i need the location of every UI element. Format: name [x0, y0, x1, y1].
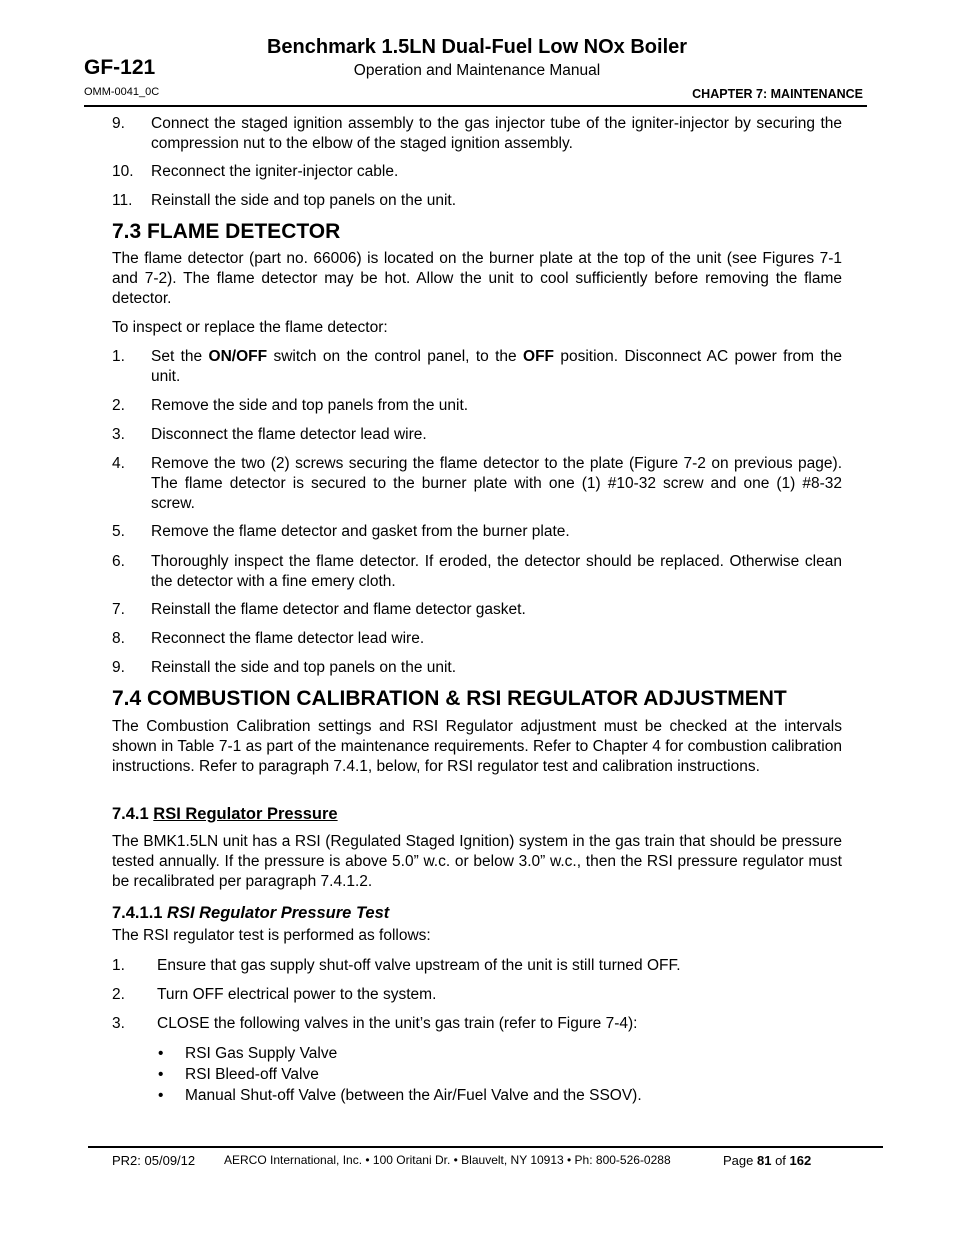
revision-label: PR2: 05/09/12: [112, 1153, 196, 1168]
bullet-item: [158, 1044, 337, 1064]
step-text: Reconnect the igniter-injector cable.: [151, 163, 399, 180]
step-text: Remove the two (2) screws securing the flame detector to the plate (Figure 7-2 on previous page). The flame detector is secured to the burner plate with one (1) #10-32 screw and one (1) #8-32 screw.: [151, 455, 842, 512]
bullet-item: [158, 1065, 319, 1085]
list-item: [112, 600, 842, 620]
list-item: [112, 454, 842, 514]
list-item: [112, 425, 842, 445]
document-title: Benchmark 1.5LN Dual-Fuel Low NOx Boiler: [266, 36, 688, 58]
section-heading-7-4: 7.4 COMBUSTION CALIBRATION & RSI REGULATOR ADJUSTMENT: [112, 687, 787, 710]
list-item: [112, 552, 842, 592]
list-item: [112, 396, 842, 416]
section-title-italic: RSI Regulator Pressure Test: [167, 904, 390, 922]
step-number: 7.: [112, 601, 125, 618]
step-text: Remove the flame detector and gasket from the burner plate.: [151, 523, 570, 540]
bullet-icon: •: [158, 1087, 164, 1104]
off-label: OFF: [523, 348, 555, 365]
bullet-item: [158, 1086, 642, 1106]
step-number: 2.: [112, 986, 125, 1003]
bullet-text: Manual Shut-off Valve (between the Air/Fuel Valve and the SSOV).: [185, 1087, 642, 1104]
step-number: 1.: [112, 957, 125, 974]
section-heading-7-4-1: 7.4.1 RSI Regulator Pressure: [112, 805, 338, 823]
step-text: CLOSE the following valves in the unit’s gas train (refer to Figure 7-4):: [157, 1015, 638, 1032]
list-item: [112, 522, 842, 542]
list-item: [112, 629, 842, 649]
on-off-label: ON/OFF: [208, 348, 268, 365]
step-text: Reinstall the side and top panels on the unit.: [151, 659, 457, 676]
company-address: AERCO International, Inc. • 100 Oritani Dr. • Blauvelt, NY 10913 • Ph: 800-526-0288: [224, 1153, 671, 1167]
section-heading-7-3: 7.3 FLAME DETECTOR: [112, 220, 341, 243]
step-number: 5.: [112, 523, 125, 540]
list-item: [112, 956, 842, 976]
document-subtitle: Operation and Maintenance Manual: [353, 62, 601, 79]
step-text: Set the ON/OFF switch on the control panel, to the OFF position. Disconnect AC power from the unit.: [151, 348, 842, 385]
step-text: Remove the side and top panels from the unit.: [151, 397, 469, 414]
list-item: [112, 191, 842, 211]
section-7-4-1-text: The BMK1.5LN unit has a RSI (Regulated Staged Ignition) system in the gas train that should be pressure tested annually. If the pressure is above 5.0” w.c. or below 3.0” w.c., then the RSI pressure regulator must be recalibrated per paragraph 7.4.1.2.: [112, 833, 842, 890]
section-7-3-intro: The flame detector (part no. 66006) is located on the burner plate at the top of the unit (see Figures 7-1 and 7-2). The flame detector may be hot. Allow the unit to cool sufficiently before removing the flame detector.: [112, 250, 842, 307]
header-divider: [84, 105, 867, 107]
step-number: 8.: [112, 630, 125, 647]
section-7-4-1-1-lead: The RSI regulator test is performed as follows:: [112, 927, 431, 944]
step-text: Reinstall the flame detector and flame detector gasket.: [151, 601, 526, 618]
list-item: [112, 1014, 842, 1034]
section-heading-7-4-1-1: 7.4.1.1 RSI Regulator Pressure Test: [112, 904, 390, 922]
step-text: Disconnect the flame detector lead wire.: [151, 426, 427, 443]
step-number: 3.: [112, 426, 125, 443]
page-number: Page 81 of 162: [723, 1153, 812, 1168]
chapter-label: CHAPTER 7: MAINTENANCE: [692, 87, 863, 101]
list-item: [112, 162, 842, 182]
bullet-icon: •: [158, 1045, 164, 1062]
step-number: 9.: [112, 115, 125, 132]
section-7-3-lead: To inspect or replace the flame detector:: [112, 319, 388, 336]
section-7-4-intro: The Combustion Calibration settings and RSI Regulator adjustment must be checked at the intervals shown in Table 7-1 as part of the maintenance requirements. Refer to Chapter 4 for combustion calibration instructions. Refer to paragraph 7.4.1, below, for RSI regulator test and calibration instructions.: [112, 718, 842, 775]
list-item: [112, 985, 842, 1005]
step-text: Reinstall the side and top panels on the unit.: [151, 192, 457, 209]
step-number: 2.: [112, 397, 125, 414]
section-title-underlined: RSI Regulator Pressure: [153, 805, 338, 823]
step-text: Thoroughly inspect the flame detector. If eroded, the detector should be replaced. Otherwise clean the detector with a fine emery cloth.: [151, 553, 842, 590]
list-item: [112, 658, 842, 678]
step-number: 3.: [112, 1015, 125, 1032]
list-item: [112, 347, 842, 387]
bullet-icon: •: [158, 1066, 164, 1083]
bullet-text: RSI Gas Supply Valve: [185, 1045, 338, 1062]
step-number: 9.: [112, 659, 125, 676]
step-text: Ensure that gas supply shut-off valve upstream of the unit is still turned OFF.: [157, 957, 681, 974]
document-code: GF-121: [84, 56, 156, 79]
step-text: Reconnect the flame detector lead wire.: [151, 630, 425, 647]
step-number: 4.: [112, 455, 125, 472]
step-number: 10.: [112, 163, 134, 180]
step-text: Connect the staged ignition assembly to the gas injector tube of the igniter-injector by securing the compression nut to the elbow of the staged ignition assembly.: [151, 115, 842, 152]
list-item: [112, 114, 842, 154]
step-text: Turn OFF electrical power to the system.: [157, 986, 437, 1003]
step-number: 6.: [112, 553, 125, 570]
bullet-text: RSI Bleed-off Valve: [185, 1066, 319, 1083]
step-number: 11.: [112, 192, 133, 209]
document-number: OMM-0041_0C: [84, 86, 160, 98]
step-number: 1.: [112, 348, 125, 365]
footer-divider: [88, 1146, 883, 1148]
